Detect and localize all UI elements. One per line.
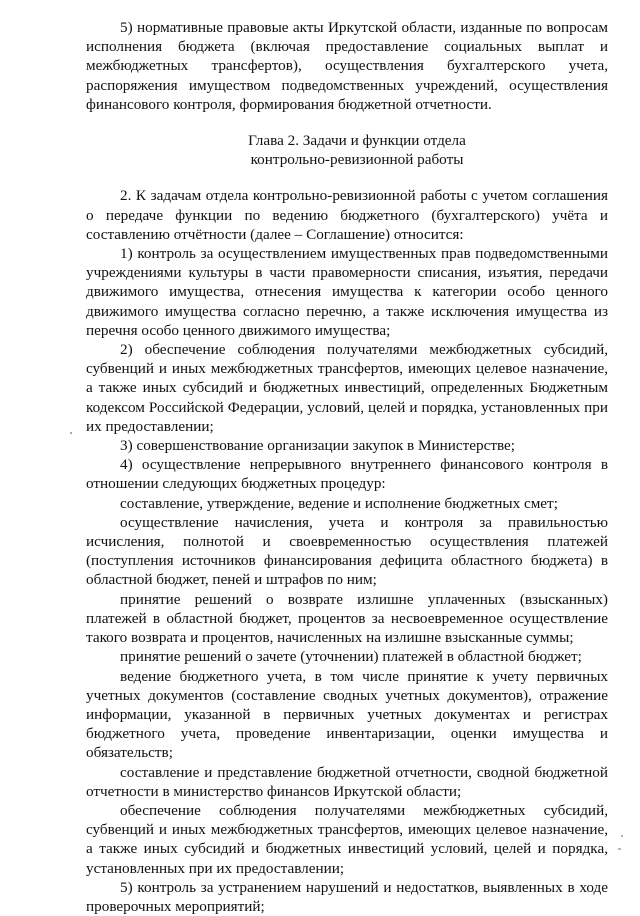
paragraph-task-3: 3) совершенствование организации закупок в Министерстве; xyxy=(120,437,516,455)
chapter-heading-line-2: контрольно-ревизионной работы xyxy=(250,151,464,169)
scan-speck xyxy=(618,848,621,850)
paragraph-procedure-accounting: ведение бюджетного учета, в том числе принятие к учету первичных учетных документов (составление сводных учетных документов), отражение информации, указанной в первичных учетных документах и регистрах бюджетного учета, проведение инвентаризации, оценки имущества и обязательств; xyxy=(86,667,608,762)
scan-speck xyxy=(621,835,623,837)
chapter-heading xyxy=(86,131,608,169)
chapter-heading-line-1: Глава 2. Задачи и функции отдела xyxy=(248,132,466,150)
paragraph-procedure-budget-estimates: составление, утверждение, ведение и исполнение бюджетных смет; xyxy=(120,494,558,512)
paragraph-task-4: 4) осуществление непрерывного внутреннего финансового контроля в отношении следующих бюджетных процедур: xyxy=(86,456,608,493)
paragraph-procedure-reporting: составление и представление бюджетной отчетности, сводной бюджетной отчетности в министерство финансов Иркутской области; xyxy=(86,763,608,800)
paragraph-procedure-offset: принятие решений о зачете (уточнении) платежей в областной бюджет; xyxy=(120,648,582,666)
paragraph-task-2: 2) обеспечение соблюдения получателями межбюджетных субсидий, субвенций и иных межбюджетных трансфертов, имеющих целевое назначение, а также иных субсидий и бюджетных инвестиций, определенных Бюджетным кодексом Российской Федерации, условий, целей и порядка, установленных при их предоставлении; xyxy=(86,341,608,435)
paragraph-intro-item-5: 5) нормативные правовые акты Иркутской области, изданные по вопросам исполнения бюджета (включая предоставление социальных выплат и межбюджетных трансфертов), осуществления бухгалтерского учета, распоряжения имуществом подведомственных учреждений, осуществления финансового контроля, формирования бюджетной отчетности. xyxy=(86,19,608,113)
scan-speck xyxy=(70,432,72,434)
paragraph-task-5: 5) контроль за устранением нарушений и недостатков, выявленных в ходе проверочных мероприятий; xyxy=(86,878,608,915)
paragraph-procedure-compliance: обеспечение соблюдения получателями межбюджетных субсидий, субвенций и иных межбюджетных трансфертов, имеющих целевое назначение, а также иных субсидий и бюджетных инвестиций условий, целей и порядка, установленных при их предоставлении; xyxy=(86,801,608,877)
paragraph-procedure-accruals: осуществление начисления, учета и контроля за правильностью исчисления, полнотой и своевременностью осуществления платежей (поступления источников финансирования дефицита областного бюджета) в областной бюджет, пеней и штрафов по ним; xyxy=(86,513,608,589)
paragraph-task-1: 1) контроль за осуществлением имущественных прав подведомственными учреждениями культуры в части правомерности списания, изъятия, передачи движимого имущества, отнесения имущества к категории особо ценного движимого имущества согласно перечню, а также исключения имущества из перечня особо ценного движимого имущества; xyxy=(86,245,608,339)
paragraph-procedure-refunds: принятие решений о возврате излишне уплаченных (взысканных) платежей в областной бюджет, процентов за несвоевременное осуществление такого возврата и процентов, начисленных на излишне взысканные суммы; xyxy=(86,590,608,647)
paragraph-tasks-intro: 2. К задачам отдела контрольно-ревизионной работы с учетом соглашения о передаче функции по ведению бюджетного (бухгалтерского) учёта и составлению отчётности (далее – Соглашение) относится: xyxy=(86,187,608,243)
